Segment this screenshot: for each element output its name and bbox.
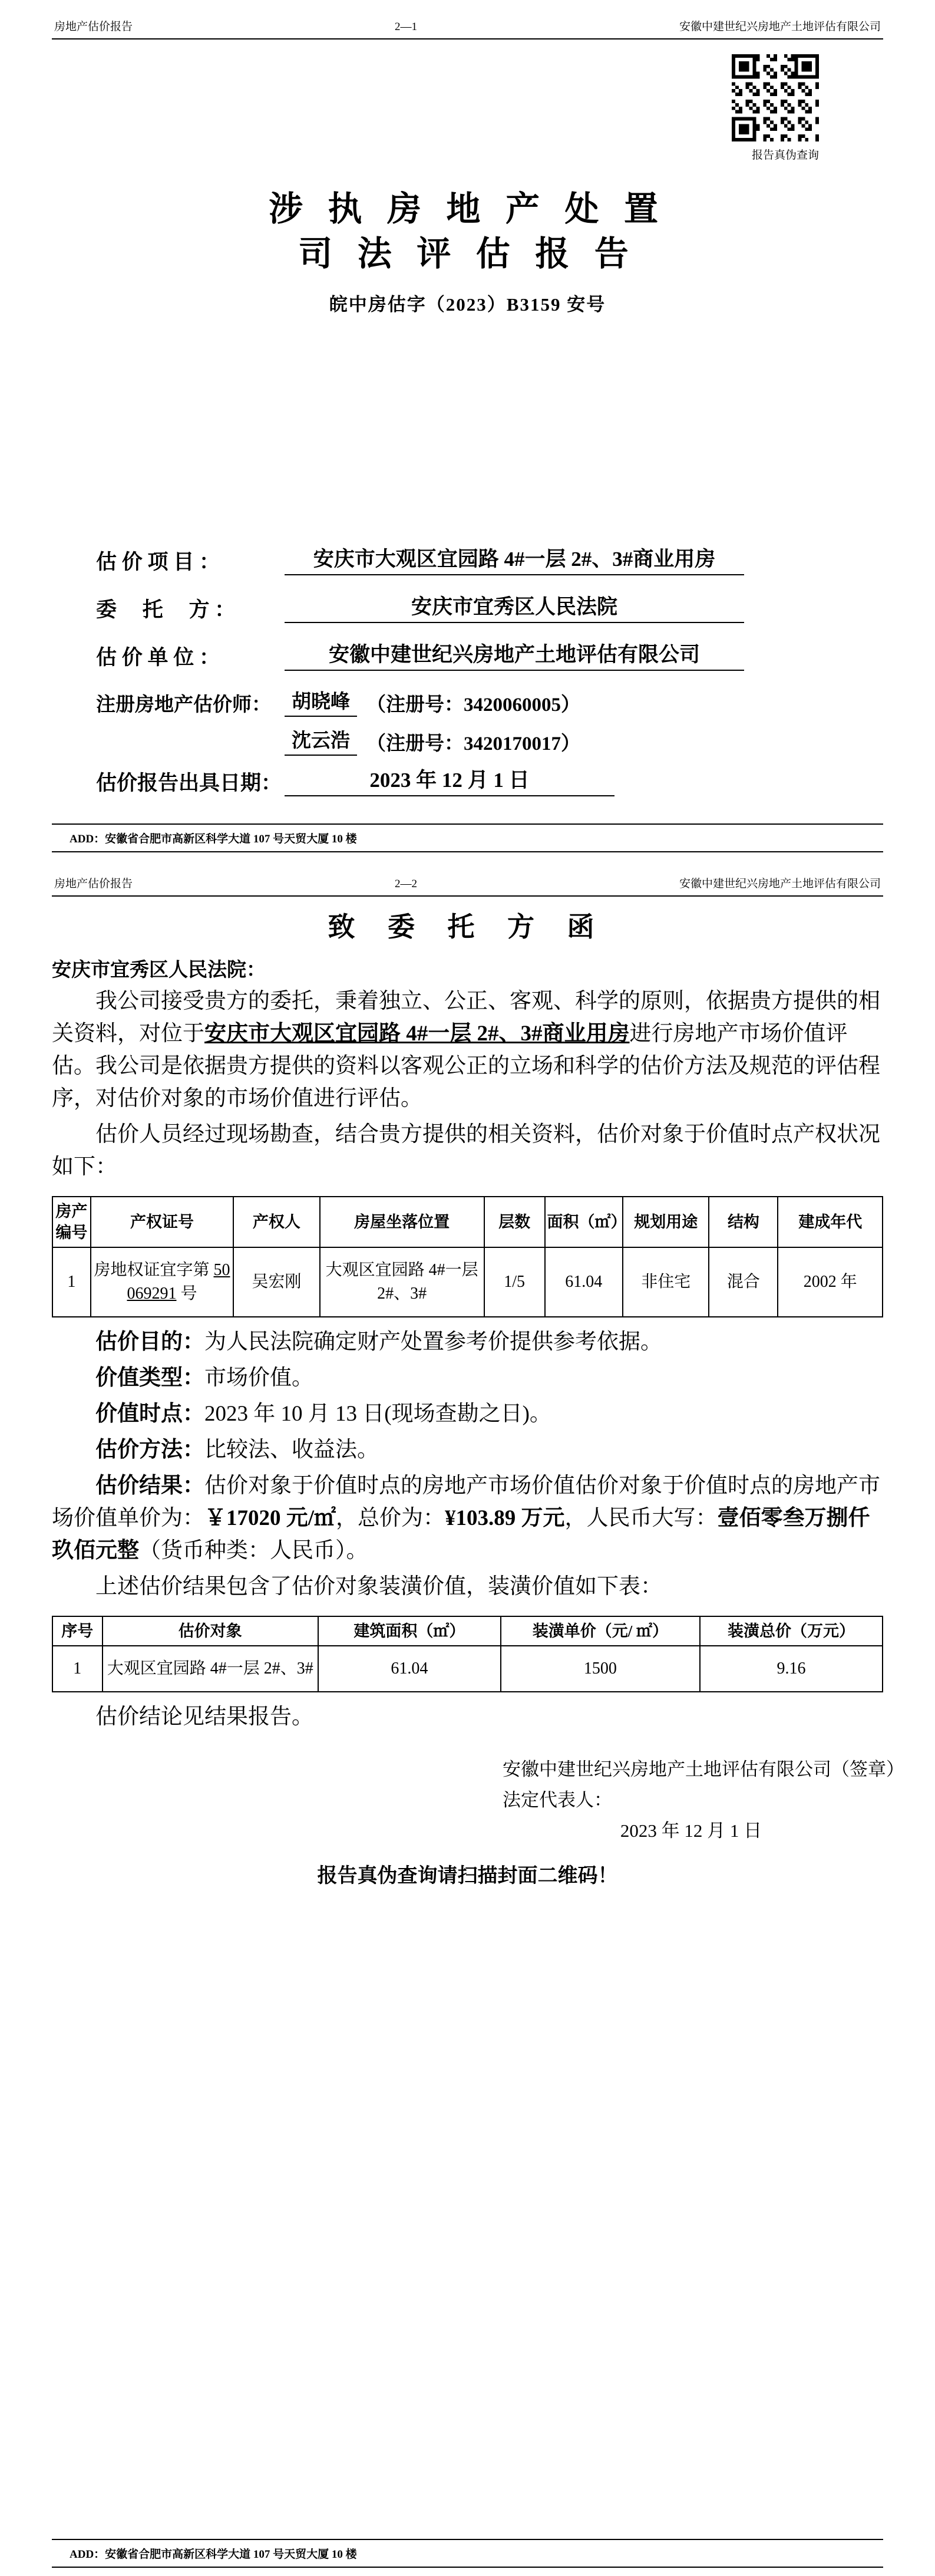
qr-caption: 报告真伪查询 [751,149,819,162]
report-date-value: 2023 年 12 月 1 日 [285,764,614,796]
qr-scan-notice: 报告真伪查询请扫描封面二维码！ [317,1865,618,1887]
value-type-line: 价值类型：市场价值。 [95,1366,313,1390]
decoration-table-row [52,1646,883,1692]
agency-label: 估 价 单 位 ： [96,646,220,669]
decoration-table-header-row [52,1616,883,1646]
result-paragraph: 估价结果：估价对象于价值时点的房地产市场价值估价对象于价值时点的房地产市场价值单价为：￥17020 元/㎡，总价为：¥103.89 万元，人民币大写：壹佰零叁万捌仟玖佰元整（货币种类：人民币）。 [52,1474,880,1563]
appraiser-row-1 [96,686,744,717]
cell-year-built: 2002 年 [778,1247,883,1317]
cell-seq-no: 1 [52,1646,103,1692]
appraiser-label: 注册房地产估价师： [96,694,271,716]
report-title-line2: 司 法 评 估 报 告 [298,235,637,273]
cell-deco-total: 9.16 [700,1646,883,1692]
cell-structure: 混合 [709,1247,778,1317]
col-floor-area: 建筑面积（㎡） [318,1616,501,1646]
client-label: 委 托 方 ： [96,598,236,621]
col-deco-unit-price: 装潢单价（元/ ㎡） [501,1616,700,1646]
page2-footer [52,2539,883,2568]
client-field [96,591,744,623]
decoration-table [52,1616,883,1692]
cell-planned-use: 非住宅 [623,1247,709,1317]
appraiser-2-name: 沈云浩 [285,725,357,756]
col-cert-no: 产权证号 [91,1197,233,1247]
purpose-line: 估价目的：为人民法院确定财产处置参考价提供参考依据。 [95,1330,662,1354]
cell-cert-no: 房地权证宜字第 50069291 号 [91,1247,233,1317]
header-company: 安徽中建世纪兴房地产土地评估有限公司 [679,21,881,33]
appraiser-1-reg: （注册号：3420060005） [366,694,580,716]
property-table-header-row [52,1197,883,1247]
col-seq-no: 序号 [52,1616,103,1646]
survey-paragraph: 估价人员经过现场勘查，结合贵方提供的相关资料，估价对象于价值时点产权状况如下： [52,1122,880,1179]
page2-header [52,875,883,897]
cell-subject: 大观区宜园路 4#一层 2#、3# [103,1646,318,1692]
col-owner: 产权人 [233,1197,320,1247]
cover-form [96,543,744,812]
header-doc-type: 房地产估价报告 [54,21,133,33]
col-deco-total: 装潢总价（万元） [700,1616,883,1646]
page1-footer [52,823,883,852]
value-date-line: 价值时点：2023 年 10 月 13 日(现场查勘之日)。 [95,1402,551,1426]
report-date-label: 估价报告出具日期： [96,772,282,795]
col-subject: 估价对象 [103,1616,318,1646]
report-date-field [96,764,744,796]
cell-owner: 吴宏刚 [233,1247,320,1317]
intro-paragraph: 我公司接受贵方的委托，秉着独立、公正、客观、科学的原则，依据贵方提供的相关资料，对位于安庆市大观区宜园路 4#一层 2#、3#商业用房进行房地产市场价值评估。我公司是依据贵方提供的资料以客观公正的立场和科学的估价方法及规范的评估程序，对估价对象的市场价值进行评估。 [52,989,880,1111]
col-floor: 层数 [484,1197,545,1247]
header-doc-type: 房地产估价报告 [54,878,133,890]
col-structure: 结构 [709,1197,778,1247]
page1-header [52,18,883,39]
page-2 [0,861,935,2576]
cell-floor-area: 61.04 [318,1646,501,1692]
legal-representative-line: 法定代表人： [503,1790,612,1810]
agency-field [96,638,744,671]
col-planned-use: 规划用途 [623,1197,709,1247]
agency-value: 安徽中建世纪兴房地产土地评估有限公司 [285,638,744,671]
salutation: 安庆市宜秀区人民法院： [52,960,266,981]
project-value: 安庆市大观区宜园路 4#一层 2#、3#商业用房 [285,543,744,575]
property-table-row [52,1247,883,1317]
cell-location: 大观区宜园路 4#一层 2#、3# [320,1247,484,1317]
letter-title: 致 委 托 方 函 [328,912,607,942]
client-value: 安庆市宜秀区人民法院 [285,591,744,623]
header-page-number: 2—1 [395,21,417,33]
header-company: 安徽中建世纪兴房地产土地评估有限公司 [679,878,881,890]
appraiser-1-name: 胡晓峰 [285,686,357,717]
cell-deco-unit-price: 1500 [501,1646,700,1692]
col-year-built: 建成年代 [778,1197,883,1247]
header-page-number: 2—2 [395,878,417,890]
method-line: 估价方法：比较法、收益法。 [95,1438,379,1462]
project-label: 估 价 项 目 ： [96,551,220,574]
decoration-note: 上述估价结果包含了估价对象装潢价值，装潢价值如下表： [95,1574,662,1599]
report-doc-number: 皖中房估字（2023）B3159 安号 [329,294,606,315]
cell-area: 61.04 [545,1247,623,1317]
qr-block [732,54,819,162]
page-1 [0,0,935,861]
col-area: 面积（㎡） [545,1197,623,1247]
project-field [96,543,744,575]
cell-floor: 1/5 [484,1247,545,1317]
col-location: 房屋坐落位置 [320,1197,484,1247]
appraiser-2-reg: （注册号：3420170017） [366,733,580,755]
footer-address: ADD：安徽省合肥市高新区科学大道 107 号天贸大厦 10 楼 [70,833,357,845]
col-property-no: 房产编号 [52,1197,91,1247]
signature-company: 安徽中建世纪兴房地产土地评估有限公司（签章） [503,1759,904,1780]
qr-code-icon [732,54,819,141]
signature-block [503,1754,904,1846]
cell-property-no: 1 [52,1247,91,1317]
property-table [52,1196,883,1317]
signature-date: 2023 年 12 月 1 日 [620,1820,762,1841]
conclusion-note: 估价结论见结果报告。 [95,1705,313,1729]
report-title-line1: 涉 执 房 地 产 处 置 [268,190,666,228]
footer-address: ADD：安徽省合肥市高新区科学大道 107 号天贸大厦 10 楼 [70,2548,357,2561]
appraiser-row-2 [96,725,744,756]
